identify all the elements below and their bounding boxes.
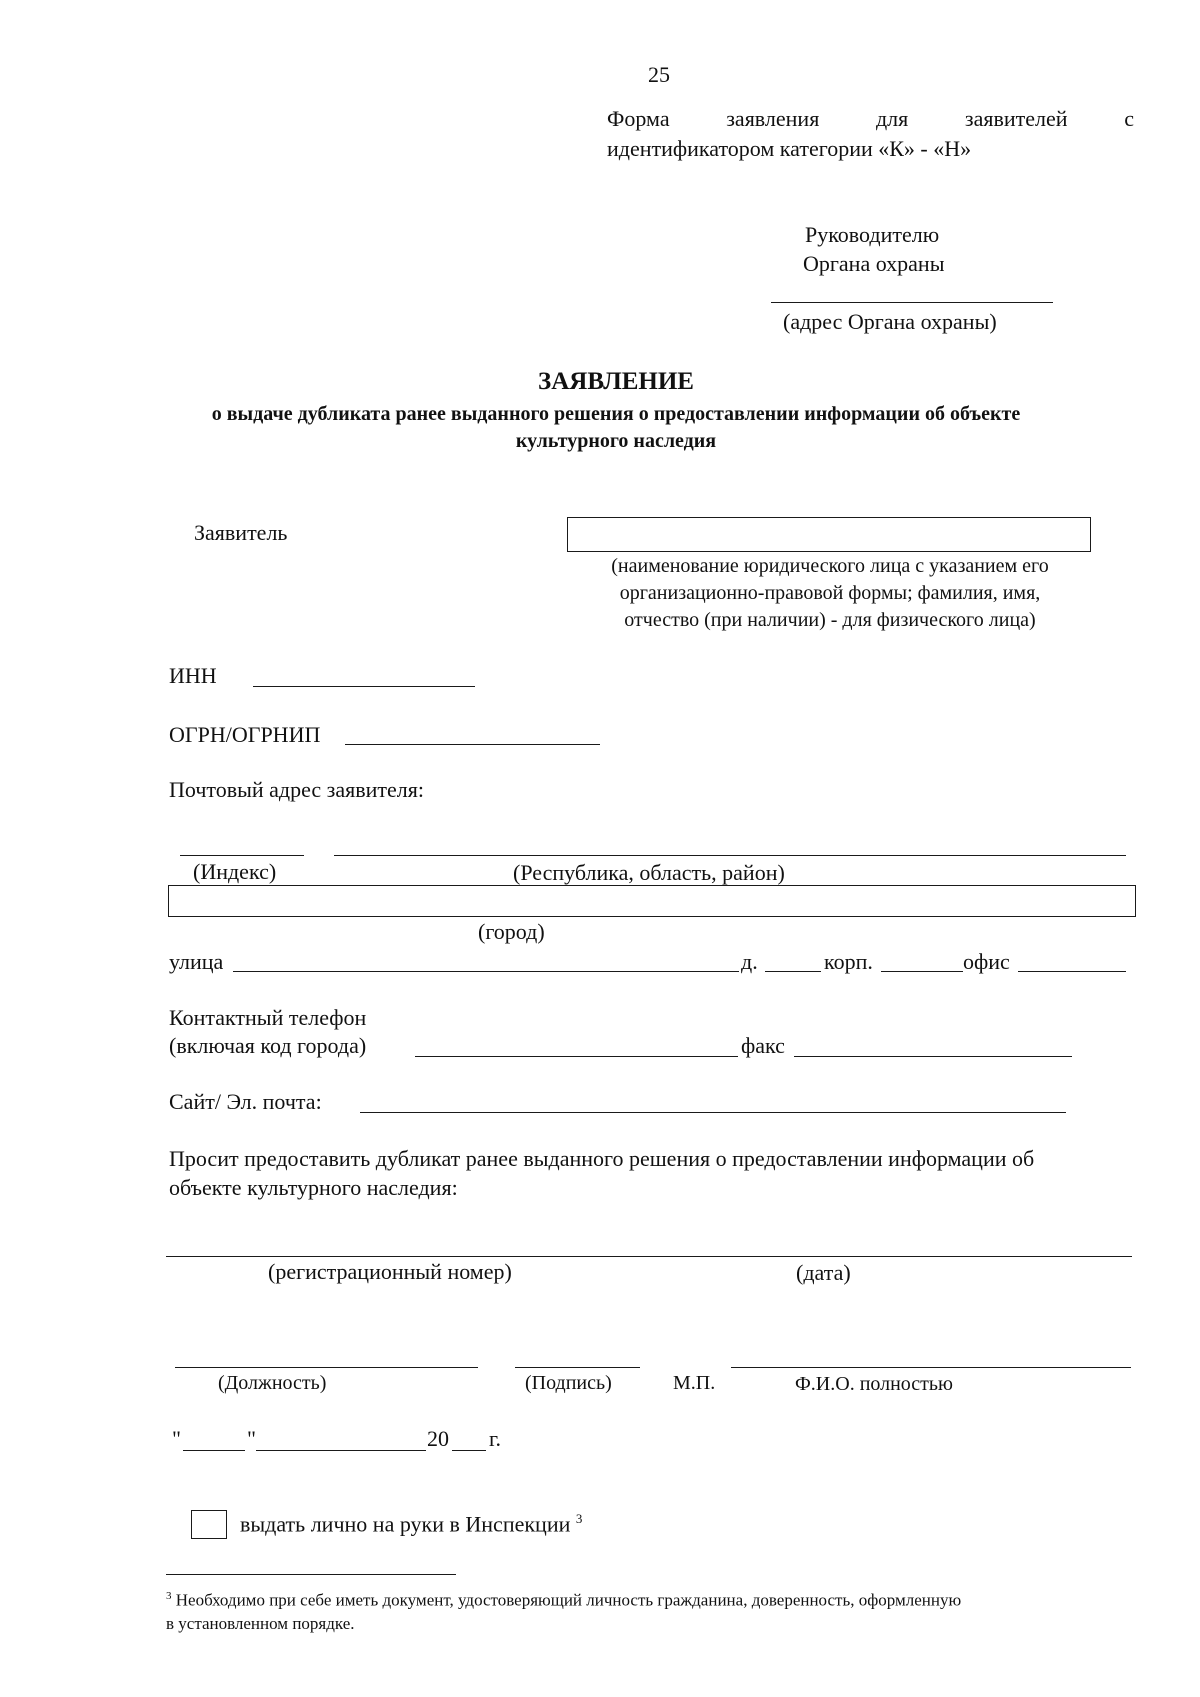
position-field[interactable]: [175, 1367, 478, 1368]
request-text-line1: Просит предоставить дубликат ранее выданного решения о предоставлении информации об: [169, 1146, 1035, 1171]
request-text-line2: объекте культурного наследия:: [169, 1175, 458, 1200]
delivery-footnote-mark: 3: [575, 1511, 583, 1526]
site-email-field[interactable]: [360, 1112, 1066, 1113]
applicant-name-field[interactable]: [567, 517, 1091, 552]
footnote-separator: [166, 1574, 456, 1575]
inn-label: ИНН: [169, 663, 217, 688]
postal-index-caption: (Индекс): [193, 859, 277, 884]
phone-label-line2: (включая код города): [169, 1033, 367, 1058]
addressee-line2: Органа охраны: [803, 251, 945, 276]
stamp-label: М.П.: [673, 1372, 716, 1394]
date-year-prefix: 20: [427, 1426, 449, 1451]
ogrn-label: ОГРН/ОГРНИП: [169, 722, 321, 747]
applicant-hint-line1: (наименование юридического лица с указанием его: [611, 555, 1049, 577]
house-field[interactable]: [765, 971, 821, 972]
addressee-address-caption: (адрес Органа охраны): [783, 309, 997, 334]
applicant-hint-line3: отчество (при наличии) - для физического лица): [624, 609, 1036, 631]
site-email-label: Сайт/ Эл. почта:: [169, 1089, 322, 1114]
postal-city-field[interactable]: [168, 885, 1136, 917]
form-caption-line1: [607, 106, 1134, 132]
postal-city-caption: (город): [478, 919, 545, 944]
footnote-line2: в установленном порядке.: [166, 1614, 355, 1633]
applicant-hint-line2: организационно-правовой формы; фамилия, имя,: [619, 582, 1041, 604]
applicant-label: Заявитель: [194, 520, 288, 545]
date-day-field[interactable]: [183, 1450, 245, 1451]
document-subtitle-line2: культурного наследия: [515, 430, 717, 452]
street-label: улица: [169, 949, 224, 974]
page-number: 25: [648, 62, 670, 87]
ogrn-field[interactable]: [345, 744, 600, 745]
addressee-line1: Руководителю: [805, 222, 940, 247]
form-caption-word: с: [1124, 106, 1134, 131]
form-caption-word: заявителей: [964, 106, 1068, 131]
document-title: ЗАЯВЛЕНИЕ: [538, 368, 694, 395]
date-year-suffix: г.: [489, 1426, 502, 1451]
form-caption-line2: идентификатором категории «К» - «Н»: [607, 136, 972, 161]
fax-label: факс: [741, 1033, 785, 1058]
fax-field[interactable]: [794, 1056, 1072, 1057]
document-subtitle-line1: о выдаче дубликата ранее выданного решения о предоставлении информации об объекте: [211, 403, 1021, 425]
street-field[interactable]: [233, 971, 739, 972]
date-year-field[interactable]: [452, 1450, 486, 1451]
form-caption-word: заявления: [726, 106, 820, 131]
signature-caption: (Подпись): [525, 1372, 612, 1394]
office-field[interactable]: [1018, 971, 1126, 972]
footnote-line1: [166, 1590, 961, 1611]
form-caption-word: для: [875, 106, 909, 131]
footnote-text-line1: Необходимо при себе иметь документ, удостоверяющий личность гражданина, доверенность, оформленную: [175, 1590, 962, 1610]
phone-field[interactable]: [415, 1056, 738, 1057]
date-caption: (дата): [796, 1260, 851, 1285]
addressee-address-field[interactable]: [771, 302, 1053, 303]
signature-field[interactable]: [515, 1367, 640, 1368]
position-caption: (Должность): [218, 1372, 327, 1394]
delivery-checkbox[interactable]: [191, 1510, 227, 1539]
form-caption-word: Форма: [607, 106, 670, 131]
delivery-option-text: выдать лично на руки в Инспекции: [240, 1511, 571, 1537]
date-month-field[interactable]: [256, 1450, 426, 1451]
postal-region-caption: (Республика, область, район): [513, 860, 785, 885]
postal-address-label: Почтовый адрес заявителя:: [169, 777, 425, 802]
house-label: д.: [741, 949, 758, 974]
reg-number-date-field[interactable]: [166, 1256, 1132, 1257]
delivery-option-label: [240, 1511, 582, 1537]
reg-number-caption: (регистрационный номер): [268, 1259, 512, 1284]
phone-label-line1: Контактный телефон: [169, 1005, 367, 1030]
inn-field[interactable]: [253, 686, 475, 687]
building-field[interactable]: [881, 971, 963, 972]
postal-index-field[interactable]: [180, 855, 304, 856]
date-quote-open: ": [172, 1426, 181, 1451]
building-label: корп.: [824, 949, 873, 974]
fullname-caption: Ф.И.О. полностью: [795, 1373, 953, 1395]
fullname-field[interactable]: [731, 1367, 1131, 1368]
postal-region-field[interactable]: [334, 855, 1126, 856]
footnote-mark: 3: [166, 1590, 172, 1602]
office-label: офис: [963, 949, 1010, 974]
date-quote-close: ": [247, 1426, 256, 1451]
